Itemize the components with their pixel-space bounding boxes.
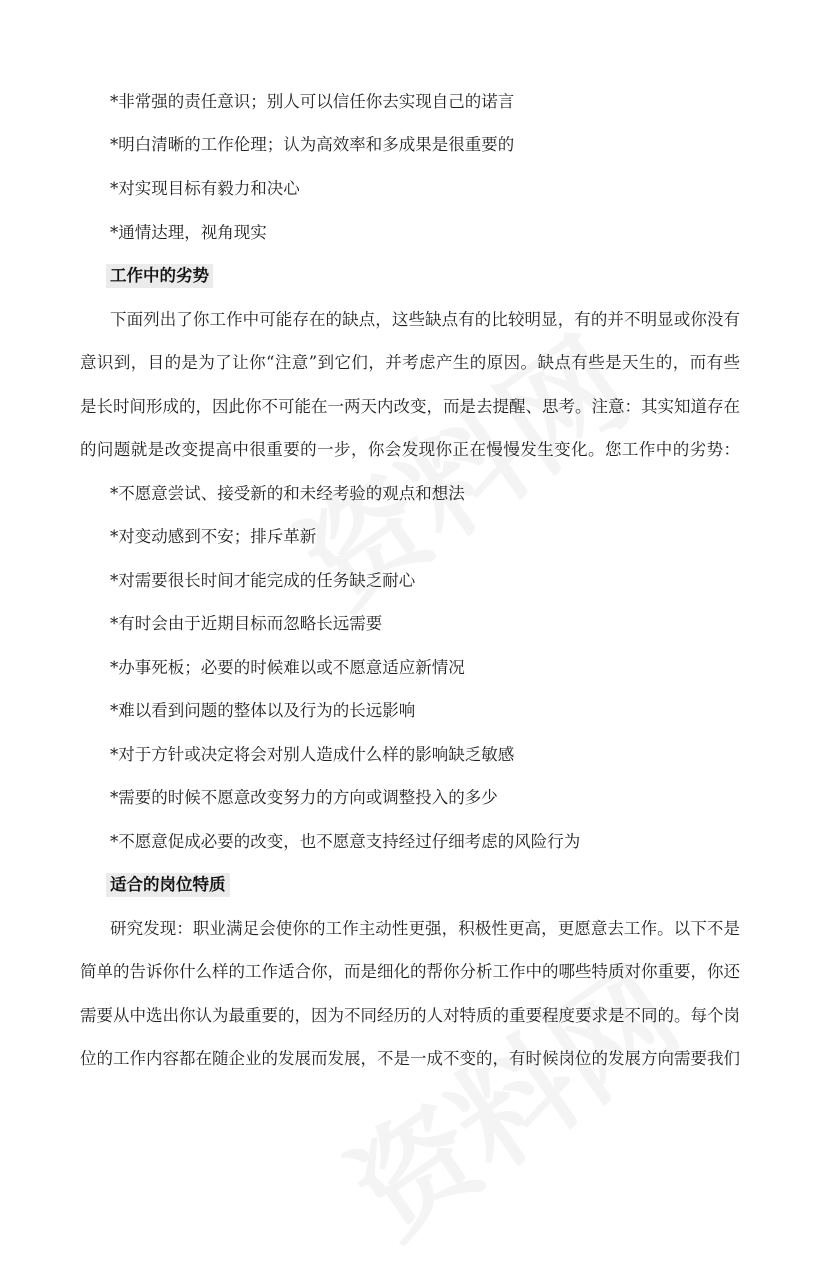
list-item: *对变动感到不安；排斥革新 <box>110 527 317 546</box>
section-heading-job-traits: 适合的岗位特质 <box>106 873 230 897</box>
list-item: *非常强的责任意识；别人可以信任你去实现自己的诺言 <box>110 92 515 111</box>
list-item: *通情达理，视角现实 <box>110 223 267 242</box>
list-item: *明白清晰的工作伦理；认为高效率和多成果是很重要的 <box>110 135 515 154</box>
paragraph-line: 需要从中选出你认为最重要的，因为不同经历的人对特质的重要程度要求是不同的。每个岗 <box>80 1006 740 1025</box>
paragraph-line: 意识到，目的是为了让你“注意”到它们，并考虑产生的原因。缺点有些是天生的，而有些 <box>80 353 740 372</box>
paragraph-line: 简单的告诉你什么样的工作适合你，而是细化的帮你分析工作中的哪些特质对你重要，你还 <box>80 962 740 981</box>
paragraph-line: 研究发现：职业满足会使你的工作主动性更强，积极性更高，更愿意去工作。以下不是 <box>110 919 740 938</box>
list-item: *不愿意尝试、接受新的和未经考验的观点和想法 <box>110 484 465 503</box>
list-item: *办事死板；必要的时候难以或不愿意适应新情况 <box>110 658 465 677</box>
paragraph-line: 下面列出了你工作中可能存在的缺点，这些缺点有的比较明显，有的并不明显或你没有 <box>110 310 740 329</box>
paragraph-line: 的问题就是改变提高中很重要的一步，你会发现你正在慢慢发生变化。您工作中的劣势： <box>80 440 740 459</box>
list-item: *对需要很长时间才能完成的任务缺乏耐心 <box>110 571 416 590</box>
list-item: *对实现目标有毅力和决心 <box>110 179 300 198</box>
list-item: *需要的时候不愿意改变努力的方向或调整投入的多少 <box>110 788 498 807</box>
list-item: *有时会由于近期目标而忽略长远需要 <box>110 614 383 633</box>
paragraph-line: 位的工作内容都在随企业的发展而发展，不是一成不变的，有时候岗位的发展方向需要我们 <box>80 1049 740 1068</box>
section-heading-weaknesses: 工作中的劣势 <box>106 264 213 288</box>
list-item: *不愿意促成必要的改变，也不愿意支持经过仔细考虑的风险行为 <box>110 832 581 851</box>
list-item: *难以看到问题的整体以及行为的长远影响 <box>110 701 416 720</box>
list-item: *对于方针或决定将会对别人造成什么样的影响缺乏敏感 <box>110 745 515 764</box>
paragraph-line: 是长时间形成的，因此你不可能在一两天内改变，而是去提醒、思考。注意：其实知道存在 <box>80 397 740 416</box>
